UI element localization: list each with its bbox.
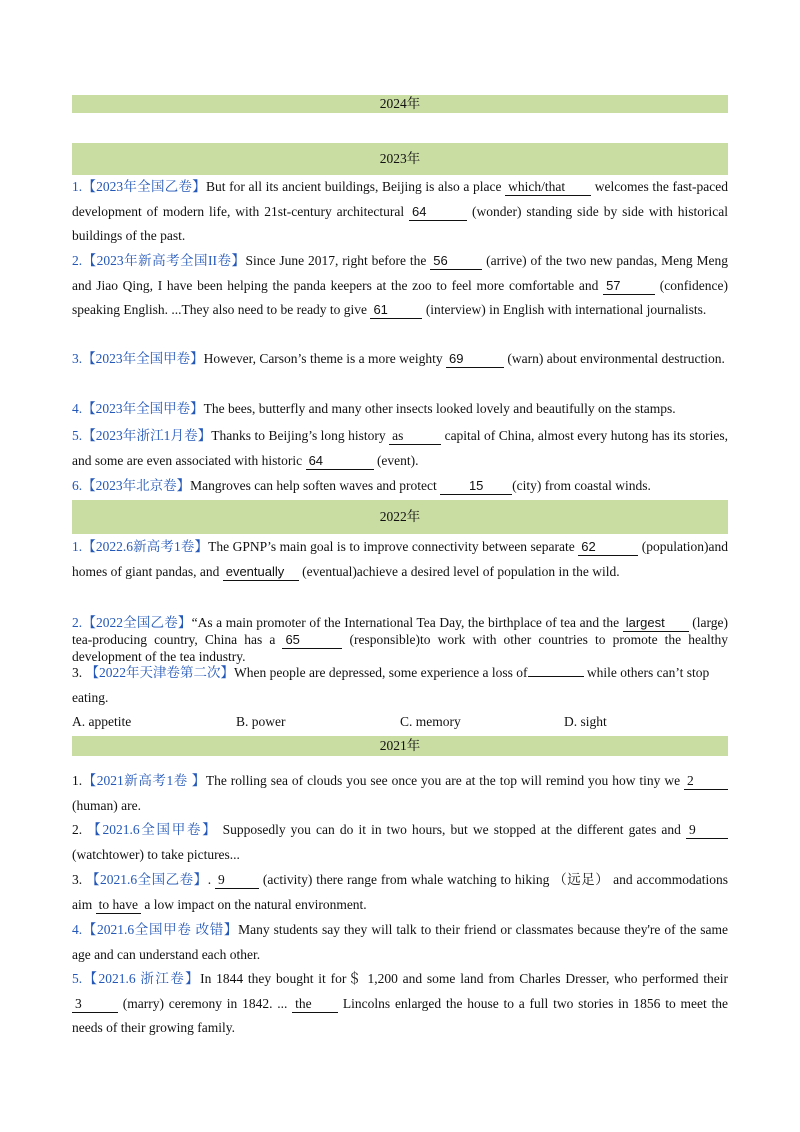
option-a: A. appetite bbox=[72, 714, 132, 729]
question-number: 3. bbox=[72, 872, 83, 887]
answer-blank: 62 bbox=[578, 539, 638, 556]
year-header-2021 bbox=[72, 736, 728, 756]
answer-blank: 9 bbox=[215, 872, 259, 889]
question-source: 2.【2022全国乙卷】 bbox=[72, 615, 192, 630]
answer-blank: 56 bbox=[430, 253, 482, 270]
question-text: (responsible)to work with other countries to promote the healthy development of the tea industry. bbox=[72, 632, 728, 664]
question-text: When people are depressed, some experience a loss of bbox=[234, 665, 528, 680]
question-text: (warn) about environmental destruction. bbox=[504, 351, 725, 366]
question-text: However, Carson’s theme is a more weighty bbox=[203, 351, 447, 366]
answer-blank: 15 bbox=[440, 478, 512, 495]
question-text: (interview) in English with international journalists. bbox=[422, 302, 707, 317]
question-text: Thanks to Beijing’s long history bbox=[211, 428, 390, 443]
question-text: The bees, butterfly and many other insects looked lovely and beautifully on the stamps. bbox=[203, 401, 676, 416]
question-text: “As a main promoter of the International Tea Day, the birthplace of tea and the bbox=[191, 615, 623, 630]
question-text: Mangroves can help soften waves and protect bbox=[190, 478, 441, 493]
question-text: (human) are. bbox=[72, 797, 141, 813]
question-source: 【2022年天津卷第二次】 bbox=[85, 665, 234, 680]
answer-blank: 3 bbox=[72, 996, 118, 1013]
question-2023-6 bbox=[72, 474, 728, 499]
question-text: welcomes the fast-paced development of modern life, with 21st-century architectural bbox=[72, 179, 728, 219]
question-2022-2 bbox=[72, 615, 728, 665]
question-text: (eventual)achieve a desired level of population in the wild. bbox=[298, 563, 620, 579]
question-2023-4 bbox=[72, 397, 728, 422]
question-number: 2. bbox=[72, 822, 83, 837]
question-text: (event). bbox=[373, 452, 419, 468]
question-source: 2.【2023年新高考全国II卷】 bbox=[72, 253, 246, 268]
answer-blank: 65 bbox=[282, 632, 342, 649]
question-source: 5.【2021.6 浙江卷】 bbox=[72, 971, 201, 986]
question-2023-5 bbox=[72, 424, 728, 473]
answer-blank: which/that bbox=[505, 179, 591, 196]
question-source: 3.【2023年全国甲卷】 bbox=[72, 351, 204, 366]
question-text: Supposedly you can do it in two hours, but we stopped at the different gates and bbox=[222, 822, 687, 837]
question-number: 3. bbox=[72, 665, 83, 680]
question-text: (watchtower) to take pictures... bbox=[72, 846, 240, 862]
year-label: 2023年 bbox=[379, 151, 421, 167]
question-source: 4.【2023年全国甲卷】 bbox=[72, 401, 204, 416]
question-text: (population)and homes of giant pandas, and bbox=[72, 539, 729, 579]
option-c: C. memory bbox=[400, 714, 461, 729]
question-text: In 1844 they bought it for＄ 1,200 and some land from Charles Dresser, who performed their bbox=[200, 971, 729, 986]
question-2021-5 bbox=[72, 967, 728, 1041]
question-source: 1.【2022.6新高考1卷】 bbox=[72, 539, 209, 554]
question-source: 5.【2023年浙江1月卷】 bbox=[72, 428, 212, 443]
question-text: (confidence) speaking English. ...They also need to be ready to give bbox=[72, 277, 728, 317]
question-source: 【2021.6全国甲卷】 bbox=[87, 822, 218, 837]
answer-blank: 2 bbox=[684, 773, 728, 790]
question-text: (activity) there range from whale watching to hiking （远足） and accommodations aim bbox=[72, 872, 729, 912]
question-text: But for all its ancient buildings, Beijing is also a place bbox=[206, 179, 506, 194]
question-source: 【2021.6全国乙卷】 bbox=[86, 872, 208, 887]
answer-blank: largest bbox=[623, 615, 689, 632]
question-2021-1 bbox=[72, 769, 728, 818]
answer-blank: 9 bbox=[686, 822, 728, 839]
year-label: 2022年 bbox=[379, 509, 421, 525]
answer-blank: the bbox=[292, 996, 338, 1013]
option-b: B. power bbox=[236, 714, 286, 729]
option-d: D. sight bbox=[564, 714, 607, 729]
answer-blank: 69 bbox=[446, 351, 504, 368]
question-text: (large) tea-producing country, China has a bbox=[72, 615, 728, 647]
question-text: The GPNP’s main goal is to improve connectivity between separate bbox=[208, 539, 579, 554]
question-text: Lincolns enlarged the house to a full two stories in 1856 to meet the needs of their growing family. bbox=[72, 995, 728, 1035]
answer-blank: 61 bbox=[370, 302, 422, 319]
year-label: 2021年 bbox=[379, 738, 421, 754]
question-text: a low impact on the natural environment. bbox=[141, 896, 367, 912]
question-source: 1.【2023年全国乙卷】 bbox=[72, 179, 207, 194]
question-text: (marry) ceremony in 1842. ... bbox=[118, 995, 293, 1011]
question-text: Many students say they will talk to their friend or classmates because they're of the same age and can understand each other. bbox=[72, 922, 729, 962]
answer-blank: as bbox=[389, 428, 441, 445]
question-text: Since June 2017, right before the bbox=[245, 253, 431, 268]
question-source: 4.【2021.6全国甲卷 改错】 bbox=[72, 922, 239, 937]
answer-blank: eventually bbox=[223, 564, 299, 581]
answer-blank: to have bbox=[96, 897, 141, 914]
question-text: capital of China, almost every hutong has its stories, and some are even associated with historic bbox=[72, 428, 728, 468]
question-2021-4 bbox=[72, 918, 728, 967]
question-2021-2 bbox=[72, 818, 728, 867]
question-2021-3 bbox=[72, 868, 728, 917]
year-header-2022 bbox=[72, 500, 728, 534]
year-label: 2024年 bbox=[379, 96, 421, 112]
question-2023-2 bbox=[72, 249, 728, 323]
question-source: 【2021新高考1卷 】 bbox=[82, 773, 206, 788]
question-2023-3 bbox=[72, 347, 728, 372]
question-text: The rolling sea of clouds you see once you are at the top will remind you how tiny we bbox=[205, 773, 685, 788]
year-header-2023 bbox=[72, 143, 728, 175]
year-header-2024 bbox=[72, 95, 728, 113]
question-2022-3 bbox=[72, 661, 728, 710]
answer-blank: 64 bbox=[409, 204, 467, 221]
answer-blank: 64 bbox=[306, 453, 374, 470]
question-2022-1 bbox=[72, 535, 728, 584]
question-number: 1. bbox=[72, 773, 83, 788]
question-source: 6.【2023年北京卷】 bbox=[72, 478, 191, 493]
question-text: (arrive) of the two new pandas, Meng Meng and Jiao Qing, I have been helping the panda keepers at the zoo to feel more comfortable and bbox=[72, 253, 728, 293]
answer-blank bbox=[528, 664, 584, 677]
question-text: (wonder) standing side by side with historical buildings of the past. bbox=[72, 203, 728, 243]
question-text: (city) from coastal winds. bbox=[512, 478, 651, 493]
question-text: . bbox=[207, 872, 215, 887]
answer-blank: 57 bbox=[603, 278, 655, 295]
question-text: while others can’t stop eating. bbox=[72, 665, 710, 705]
question-2023-1 bbox=[72, 175, 728, 249]
